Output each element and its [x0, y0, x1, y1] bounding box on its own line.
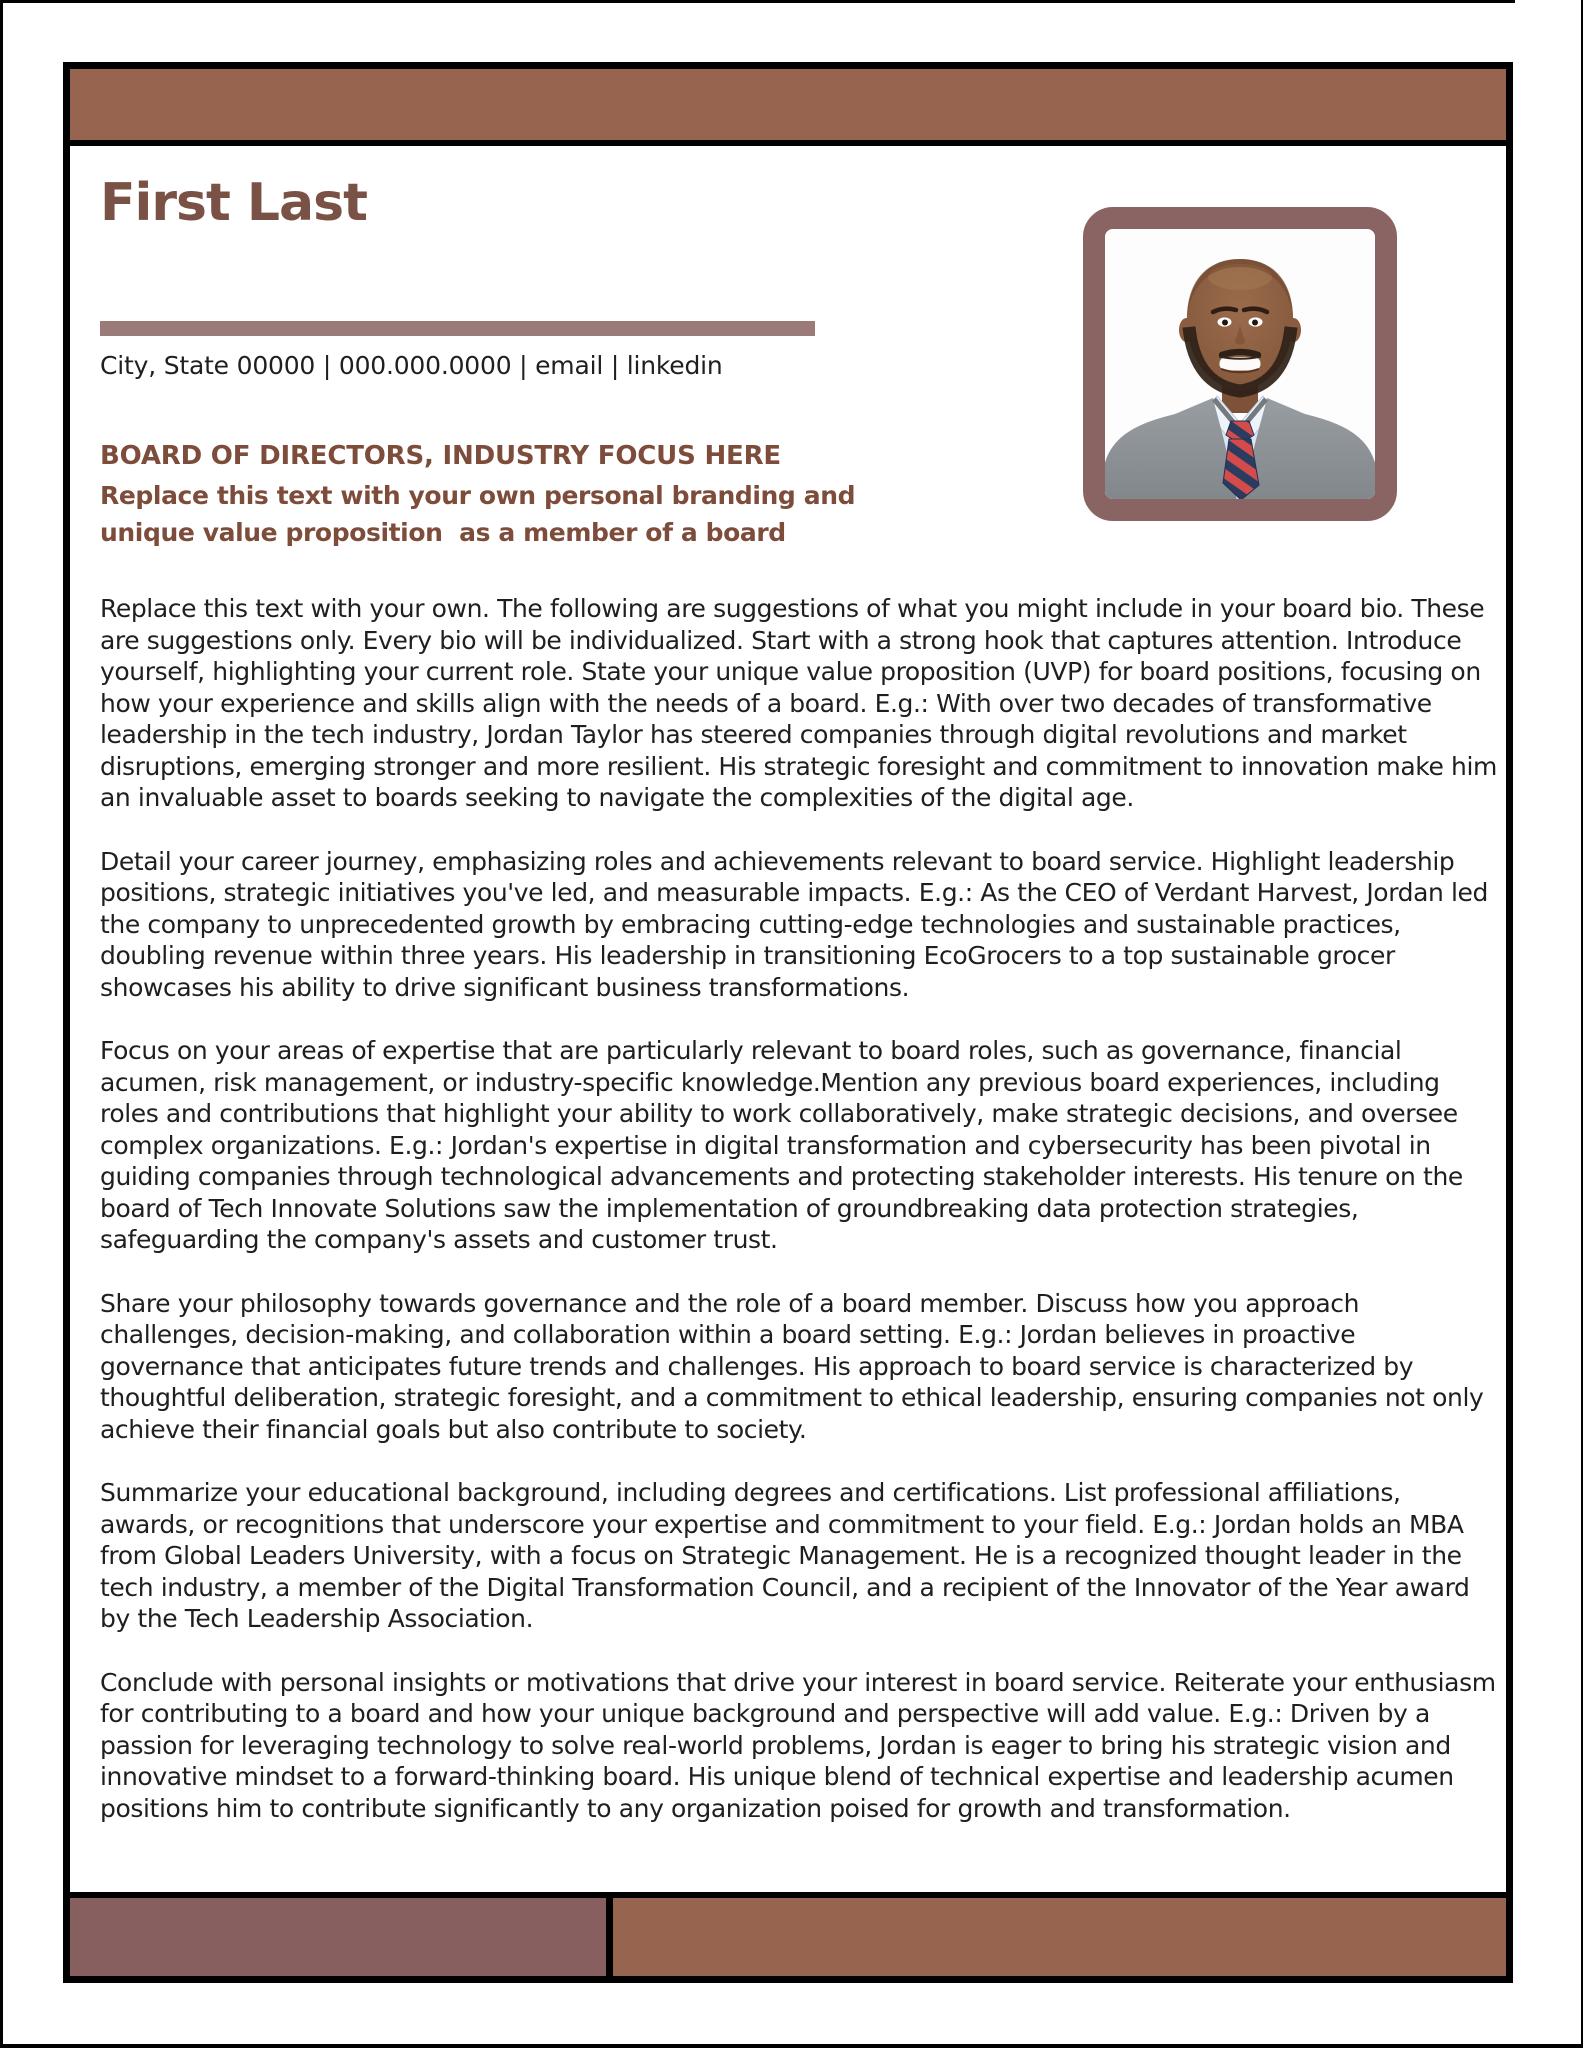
section-heading: BOARD OF DIRECTORS, INDUSTRY FOCUS HERE [100, 441, 781, 471]
bio-paragraph: Summarize your educational background, including degrees and certifications. List professional affiliations, awards, or recognitions that underscore your expertise and commitment to your field. E.g.: Jordan holds an MBA from Global Leaders University, with a focus on Strategic Management. He is a recognized thought leader in the tech industry, a member of the Digital Transformation Council, and a recipient of the Innovator of the Year award by the Tech Leadership Association. [100, 1478, 1470, 1633]
bio-body [100, 593, 1498, 1856]
contact-line: City, State 00000 | 000.000.0000 | email | linkedin [100, 351, 723, 380]
footer-bars [70, 1892, 1506, 1976]
tagline: Replace this text with your own personal branding and unique value proposition as a member of a board [100, 481, 864, 547]
headshot-photo [1105, 229, 1375, 499]
screen-edge-top [0, 0, 1515, 3]
page-border-frame [63, 62, 1513, 1983]
header-banner-bar [70, 69, 1506, 146]
photo-frame [1083, 207, 1397, 521]
bio-paragraph: Focus on your areas of expertise that are particularly relevant to board roles, such as governance, financial acumen, risk management, or industry-specific knowledge.Mention any previous board experiences, including roles and contributions that highlight your ability to work collaboratively, make strategic decisions, and oversee complex organizations. E.g.: Jordan's expertise in digital transformation and cybersecurity has been pivotal in guiding companies through technological advancements and protecting stakeholder interests. His tenure on the board of Tech Innovate Solutions saw the implementation of groundbreaking data protection strategies, safeguarding the company's assets and customer trust. [100, 1036, 1463, 1254]
bio-paragraph: Detail your career journey, emphasizing roles and achievements relevant to board service. Highlight leadership positions, strategic initiatives you've led, and measurable impacts. E.g.: As the CEO of Verdant Harvest, Jordan led the company to unprecedented growth by embracing cutting-edge technologies and sustainable practices, doubling revenue within three years. His leadership in transitioning EcoGrocers to a top sustainable grocer showcases his ability to drive significant business transformations. [100, 846, 1489, 1002]
bio-paragraph: Conclude with personal insights or motivations that drive your interest in board service. Reiterate your enthusiasm for contributing to a board and how your unique background and perspective will add value. E.g.: Driven by a passion for leveraging technology to solve real-world problems, Jordan is eager to bring his strategic vision and innovative mindset to a forward-thinking board. His unique blend of technical expertise and leadership acumen positions him to contribute significantly to any organization poised for growth and transformation. [100, 1667, 1496, 1823]
footer-accent-left [70, 1898, 613, 1976]
screen-edge-bottom [0, 2044, 1583, 2048]
bio-paragraph: Share your philosophy towards governance and the role of a board member. Discuss how you approach challenges, decision-making, and collaboration within a board setting. E.g.: Jordan believes in proactive governance that anticipates future trends and challenges. His approach to board service is characterized by thoughtful deliberation, strategic foresight, and a commitment to ethical leadership, ensuring companies not only achieve their financial goals but also contribute to society. [100, 1288, 1484, 1444]
bio-paragraph: Replace this text with your own. The following are suggestions of what you might include in your board bio. These are suggestions only. Every bio will be individualized. Start with a strong hook that captures attention. Introduce yourself, highlighting your current role. State your unique value proposition (UVP) for board positions, focusing on how your experience and skills align with the needs of a board. E.g.: With over two decades of transformative leadership in the tech industry, Jordan Taylor has steered companies through digital revolutions and market disruptions, emerging stronger and more resilient. His strategic foresight and commitment to innovation make him an invaluable asset to boards seeking to navigate the complexities of the digital age. [100, 594, 1497, 812]
name-divider-rule [100, 321, 815, 336]
footer-accent-right [613, 1898, 1506, 1976]
screen-edge-left [0, 0, 3, 2048]
name-title: First Last [100, 173, 367, 233]
